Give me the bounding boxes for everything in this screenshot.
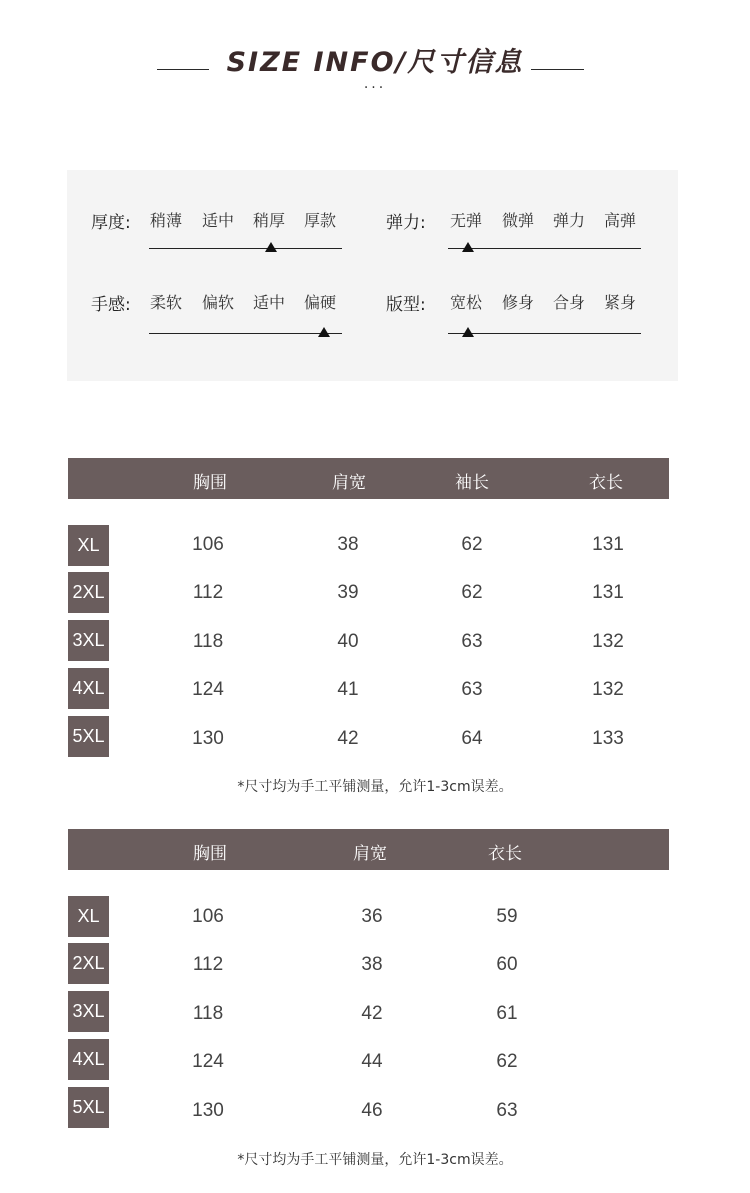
table-cell: 41 [337,679,359,700]
feel-option: 柔软 [149,293,182,312]
fabric-properties-panel [67,170,678,381]
thickness-scale [149,248,342,249]
table-cell: 63 [461,679,483,700]
size-tag: 2XL [68,572,109,613]
thickness-option: 适中 [201,211,234,230]
size-tag: 5XL [68,1087,109,1128]
col-header-shoulder: 肩宽 [353,844,387,864]
size-tag: XL [68,896,109,937]
size-tag: 5XL [68,716,109,757]
feel-option: 偏硬 [303,293,336,312]
thickness-option: 稍厚 [252,211,285,230]
size-tag: 4XL [68,668,109,709]
table-cell: 106 [192,534,224,555]
table-cell: 130 [192,728,224,749]
table-cell: 64 [461,728,483,749]
elasticity-option: 无弹 [449,211,482,230]
col-header-shoulder: 肩宽 [332,473,366,493]
thickness-marker [265,242,277,252]
col-header-chest: 胸围 [193,473,227,493]
fit-option: 宽松 [449,293,482,312]
table-cell: 59 [496,906,518,927]
thickness-label: 厚度: [91,213,131,233]
size-tag: 3XL [68,991,109,1032]
measurement-note: *尺寸均为手工平铺测量，允许1-3cm误差。 [237,779,513,795]
thickness-option: 稍薄 [149,211,182,230]
table-cell: 124 [192,679,224,700]
elasticity-marker [462,242,474,252]
fit-marker [462,327,474,337]
table-cell: 42 [361,1003,383,1024]
table-cell: 62 [461,534,483,555]
col-header-length: 衣长 [589,473,623,493]
col-header-chest: 胸围 [193,844,227,864]
fit-option: 修身 [501,293,534,312]
feel-marker [318,327,330,337]
elasticity-label: 弹力: [386,213,426,233]
table-cell: 36 [361,906,383,927]
measurement-note: *尺寸均为手工平铺测量，允许1-3cm误差。 [237,1152,513,1168]
table-cell: 61 [496,1003,518,1024]
elasticity-option: 高弹 [603,211,636,230]
table-cell: 124 [192,1051,224,1072]
fit-scale [448,333,641,334]
feel-label: 手感: [91,295,131,315]
table-cell: 60 [496,954,518,975]
table-cell: 62 [461,582,483,603]
col-header-sleeve: 袖长 [455,473,489,493]
elasticity-option: 微弹 [501,211,534,230]
size-tag: XL [68,525,109,566]
table-cell: 63 [496,1100,518,1121]
table-cell: 42 [337,728,359,749]
table-cell: 106 [192,906,224,927]
feel-option: 偏软 [201,293,234,312]
col-header-length: 衣长 [488,844,522,864]
title-dots: ··· [363,80,387,96]
table-cell: 118 [192,631,224,652]
table-cell: 38 [361,954,383,975]
feel-scale [149,333,342,334]
table-cell: 44 [361,1051,383,1072]
table-cell: 63 [461,631,483,652]
table-cell: 62 [496,1051,518,1072]
title-right-rule [531,69,584,70]
elasticity-scale [448,248,641,249]
page-title: SIZE INFO/尺寸信息 [226,47,524,78]
size-tag: 3XL [68,620,109,661]
table-cell: 46 [361,1100,383,1121]
fit-option: 紧身 [603,293,636,312]
table-cell: 132 [592,631,624,652]
table-cell: 118 [192,1003,224,1024]
feel-option: 适中 [252,293,285,312]
table-cell: 131 [592,582,624,603]
size-tag: 4XL [68,1039,109,1080]
elasticity-option: 弹力 [552,211,585,230]
table-cell: 130 [192,1100,224,1121]
table-cell: 131 [592,534,624,555]
table-cell: 40 [337,631,359,652]
table-cell: 38 [337,534,359,555]
table-cell: 112 [192,954,224,975]
table-cell: 133 [592,728,624,749]
size-tag: 2XL [68,943,109,984]
table-cell: 112 [192,582,224,603]
fit-label: 版型: [386,295,426,315]
fit-option: 合身 [552,293,585,312]
table-cell: 132 [592,679,624,700]
thickness-option: 厚款 [303,211,336,230]
table-cell: 39 [337,582,359,603]
